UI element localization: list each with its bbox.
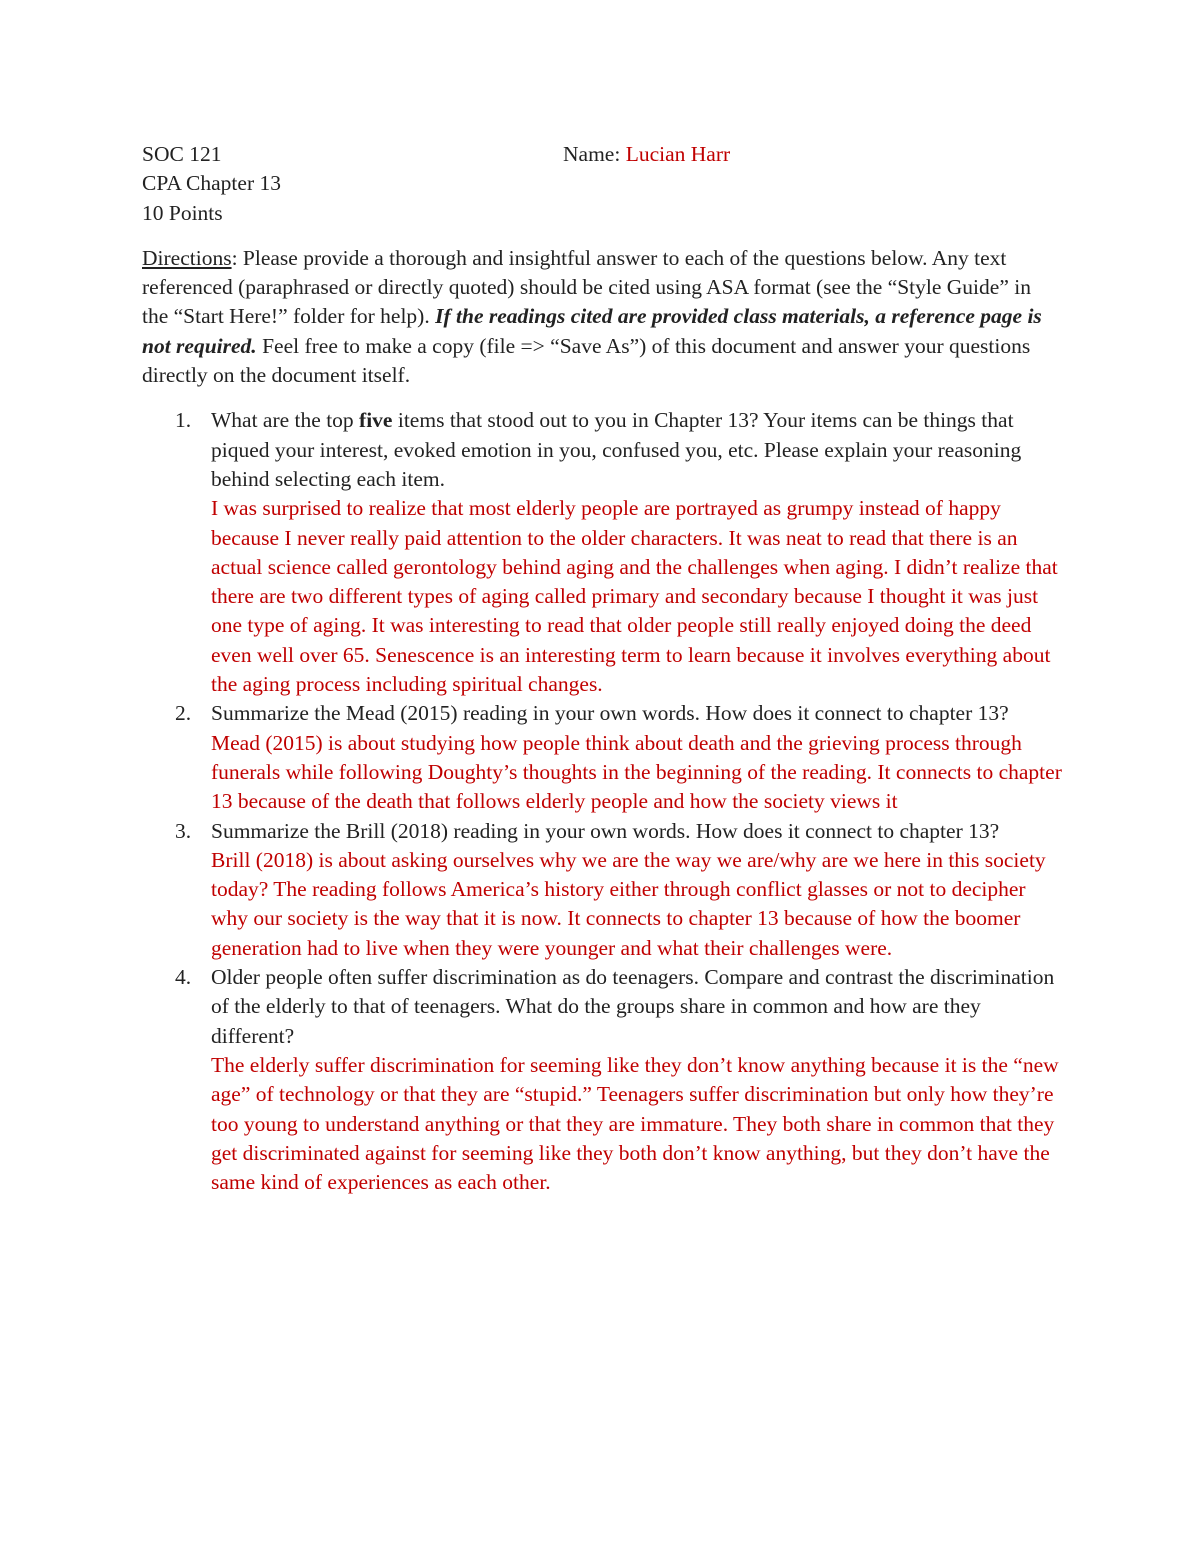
question-number: 1. (175, 408, 192, 433)
question-item-3 (142, 817, 1062, 963)
directions-text-1: : Please provide a thorough and insightful answer to each of the questions below. Any text referenced (paraphrased or directly quoted) should be cited using ASA format (see the “Style Guide” in the “Start Here!” folder for help). (142, 245, 1031, 329)
question-item-4 (142, 963, 1062, 1197)
answer-text: Brill (2018) is about asking ourselves why we are the way we are/why are we here in this society today? The reading follows America’s history either through conflict glasses or not to decipher why our society is the way that it is now. It connects to chapter 13 because of how the boomer generation had to live when they were younger and what their challenges were. (211, 847, 1046, 960)
directions-italic-note: If the readings cited are provided class materials, a reference page is not required. (142, 304, 1042, 358)
question-text: Older people often suffer discrimination as do teenagers. Compare and contrast the discrimination of the elderly to that of teenagers. What do the groups share in common and how are they different? (211, 965, 1055, 1048)
question-emphasis: five (359, 408, 393, 433)
answer-text: I was surprised to realize that most elderly people are portrayed as grumpy instead of happy because I never really paid attention to the older characters. It was neat to read that there is an actual science called gerontology behind aging and the challenges when aging. I didn’t realize that there are two different types of aging called primary and secondary because I thought it was just one type of aging. It was interesting to read that older people still really enjoyed doing the deed even well over 65. Senescence is an interesting term to learn because it involves everything about the aging process including spiritual changes. (211, 496, 1058, 697)
question-number: 4. (175, 965, 192, 990)
points-value: 10 Points (142, 200, 223, 225)
course-code: SOC 121 (142, 142, 222, 166)
answer-text: Mead (2015) is about studying how people think about death and the grieving process through funerals while following Doughty’s thoughts in the beginning of the reading. It connects to chapter 13 because of the death that follows elderly people and how the society views it (211, 730, 1062, 814)
question-text: Summarize the Mead (2015) reading in your own words. How does it connect to chapter 13? (211, 701, 1009, 726)
directions-heading: Directions (142, 245, 232, 270)
document-page (142, 140, 1062, 1197)
header-row (142, 140, 1062, 169)
name-value: Lucian Harr (625, 142, 731, 166)
question-list (142, 406, 1062, 1197)
directions-paragraph (142, 244, 1062, 390)
question-text-part: items that stood out to you in Chapter 13? Your items can be things that piqued your interest, evoked emotion in you, confused you, etc. Please explain your reasoning behind selecting each item. (211, 408, 1022, 491)
course-info (142, 140, 563, 169)
directions-text-2: Feel free to make a copy (file => “Save As”) of this document and answer your questions directly on the document itself. (142, 333, 1031, 388)
answer-text: The elderly suffer discrimination for seeming like they don’t know anything because it is the “new age” of technology or that they are “stupid.” Teenagers suffer discrimination but only how they’re too young to understand anything or that they are immature. They both share in common that they get discriminated against for seeming like they both don’t know anything, but they don’t have the same kind of experiences as each other. (211, 1052, 1059, 1195)
assignment-title: CPA Chapter 13 (142, 171, 281, 196)
question-number: 2. (175, 701, 192, 726)
question-number: 3. (175, 818, 192, 843)
question-text (211, 406, 1062, 494)
student-name (563, 140, 730, 169)
question-item-1 (142, 406, 1062, 699)
question-item-2 (142, 699, 1062, 816)
name-label: Name: (563, 142, 626, 166)
question-text-part: What are the top (211, 408, 360, 433)
question-text: Summarize the Brill (2018) reading in your own words. How does it connect to chapter 13? (211, 818, 1000, 843)
